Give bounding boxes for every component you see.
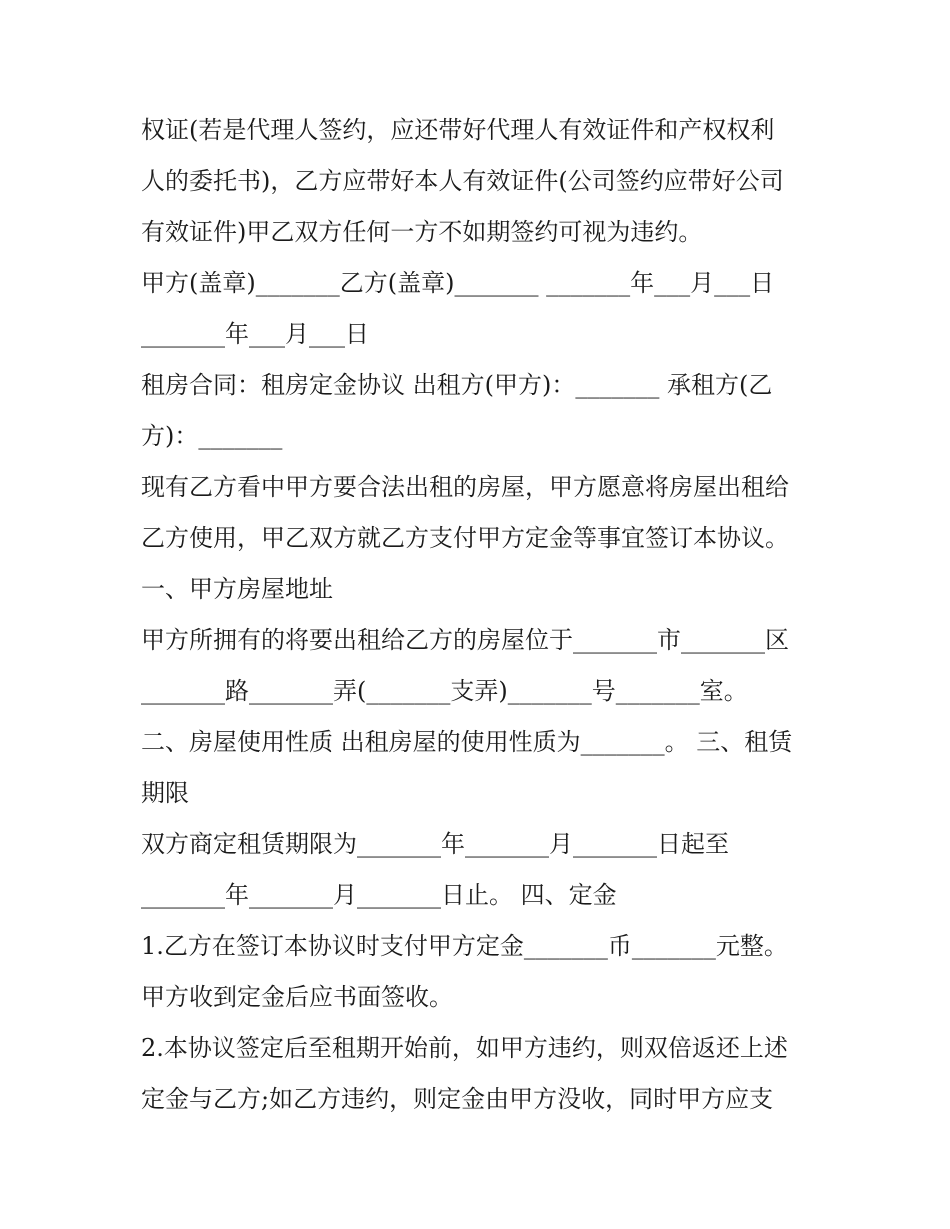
- text-line: 现有乙方看中甲方要合法出租的房屋，甲方愿意将房屋出租给: [141, 473, 789, 501]
- text-line: 租房合同：租房定金协议 出租方(甲方)：_______ 承租方(乙: [141, 371, 773, 399]
- text-line: 1.乙方在签订本协议时支付甲方定金_______币_______元整。: [141, 932, 788, 960]
- text-line: 甲方(盖章)_______乙方(盖章)_______ _______年___月___日: [141, 269, 775, 297]
- section-heading: 一、甲方房屋地址: [141, 575, 333, 603]
- text-line: 有效证件)甲乙双方任何一方不如期签约可视为违约。: [141, 218, 703, 246]
- text-line: 人的委托书)，乙方应带好本人有效证件(公司签约应带好公司: [141, 167, 784, 195]
- text-line: 2.本协议签定后至租期开始前，如甲方违约，则双倍返还上述: [141, 1034, 788, 1062]
- text-line: _______年_______月_______日止。 四、定金: [141, 881, 617, 909]
- text-line: 方)：_______: [141, 422, 283, 450]
- text-line: _______路_______弄(_______支弄)_______号_______室。: [141, 677, 748, 705]
- text-line: 甲方收到定金后应书面签收。: [141, 983, 453, 1011]
- text-line: 二、房屋使用性质 出租房屋的使用性质为_______。 三、租赁: [141, 728, 793, 756]
- text-line: 权证(若是代理人签约，应还带好代理人有效证件和产权权利: [141, 116, 775, 144]
- text-line: 乙方使用，甲乙双方就乙方支付甲方定金等事宜签订本协议。: [141, 524, 789, 552]
- text-line: 期限: [141, 779, 189, 807]
- text-line: 双方商定租赁期限为_______年_______月_______日起至: [141, 830, 729, 858]
- text-line: 定金与乙方;如乙方违约，则定金由甲方没收，同时甲方应支: [141, 1085, 774, 1113]
- text-line: 甲方所拥有的将要出租给乙方的房屋位于_______市_______区: [141, 626, 789, 654]
- text-line: _______年___月___日: [141, 320, 369, 348]
